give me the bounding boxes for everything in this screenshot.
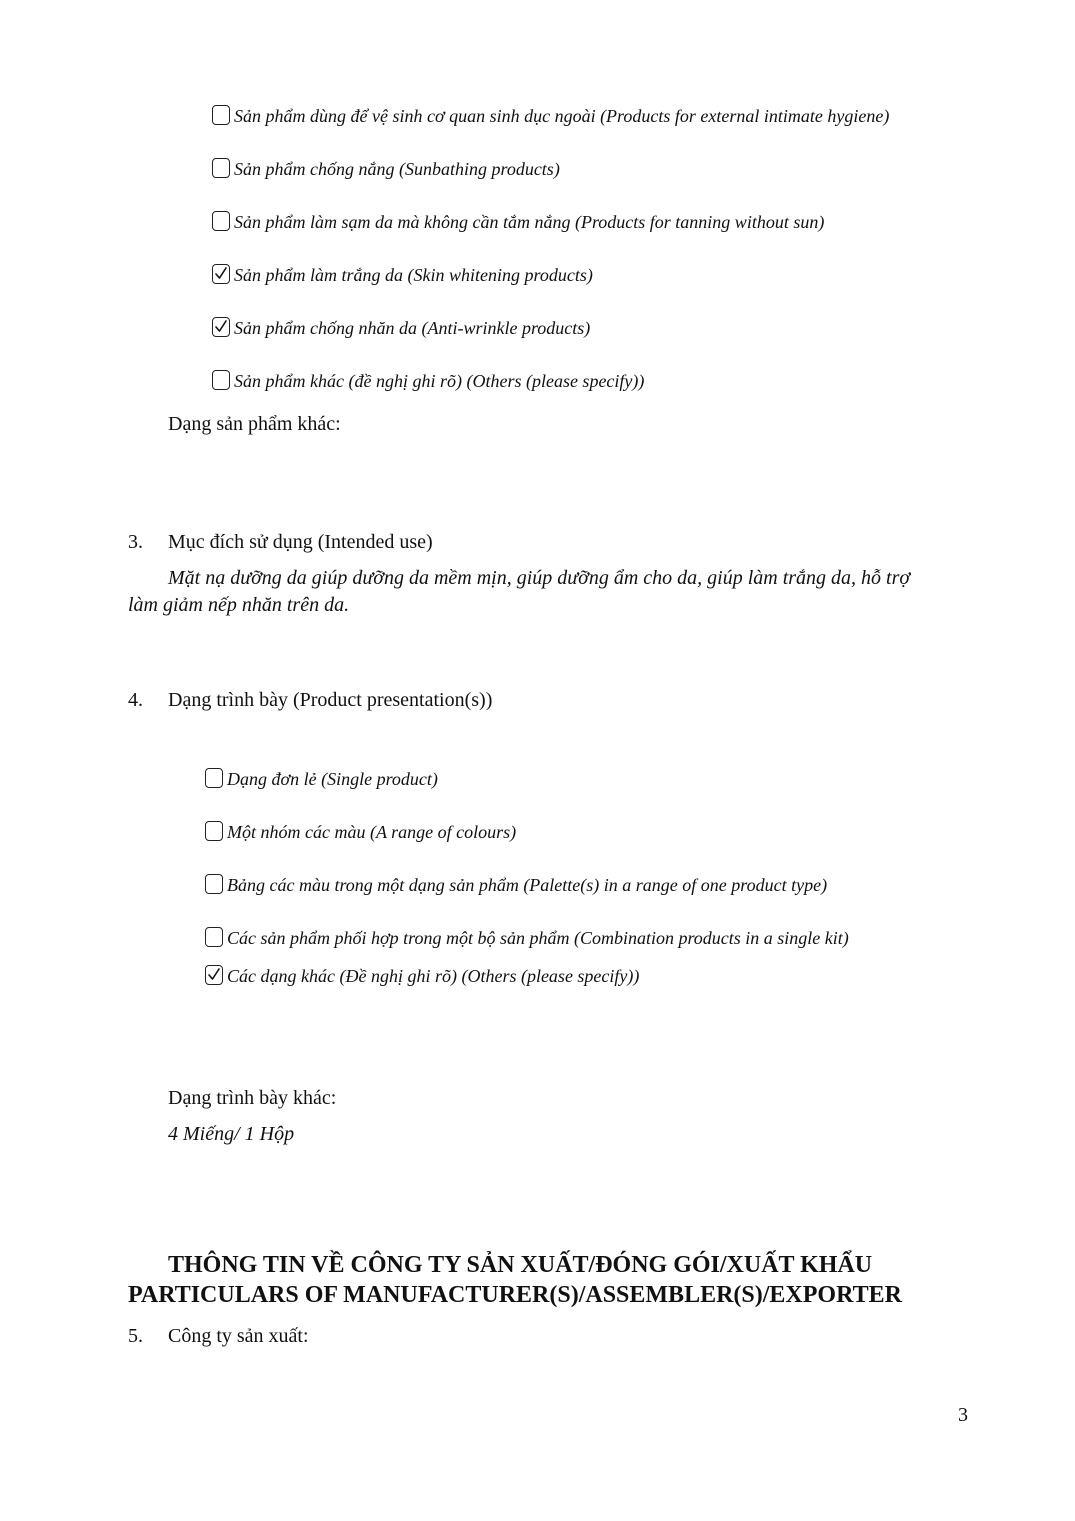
option-label: Sản phẩm làm sạm da mà không cần tắm nắng (Products for tanning without sun) xyxy=(234,212,825,232)
intended-use-text-line1: Mặt nạ dưỡng da giúp dưỡng da mềm mịn, giúp dưỡng ẩm cho da, giúp làm trắng da, hỗ trợ xyxy=(168,567,911,589)
presentation-option xyxy=(205,928,849,949)
particulars-heading-vi: THÔNG TIN VỀ CÔNG TY SẢN XUẤT/ĐÓNG GÓI/XUẤT KHẨU xyxy=(168,1252,873,1278)
section-5-number: 5. xyxy=(128,1325,143,1347)
option-label: Các sản phẩm phối hợp trong một bộ sản phẩm (Combination products in a single kit) xyxy=(227,928,849,948)
section-3-number: 3. xyxy=(128,531,143,553)
checkmark-icon xyxy=(214,266,228,281)
option-label: Một nhóm các màu (A range of colours) xyxy=(227,822,517,842)
section-4-title: Dạng trình bày (Product presentation(s)) xyxy=(168,689,493,711)
product-type-option xyxy=(212,318,590,339)
checkbox-combination-kit[interactable] xyxy=(205,927,223,947)
checkbox-anti-wrinkle[interactable] xyxy=(212,317,230,337)
presentation-option xyxy=(205,966,639,987)
checkbox-single-product[interactable] xyxy=(205,768,223,788)
product-type-option xyxy=(212,265,593,286)
checkbox-skin-whitening[interactable] xyxy=(212,264,230,284)
product-type-option xyxy=(212,371,644,392)
product-type-option xyxy=(212,159,560,180)
section-5-title: Công ty sản xuất: xyxy=(168,1325,309,1347)
other-product-form-label: Dạng sản phẩm khác: xyxy=(168,413,341,435)
option-label: Bảng các màu trong một dạng sản phẩm (Palette(s) in a range of one product type) xyxy=(227,875,828,895)
option-label: Các dạng khác (Đề nghị ghi rõ) (Others (please specify)) xyxy=(227,966,640,986)
particulars-heading-en: PARTICULARS OF MANUFACTURER(S)/ASSEMBLER(S)/EXPORTER xyxy=(128,1282,902,1308)
checkbox-sunbathing[interactable] xyxy=(212,158,230,178)
section-4-number: 4. xyxy=(128,689,143,711)
option-label: Sản phẩm khác (đề nghị ghi rõ) (Others (please specify)) xyxy=(234,371,645,391)
checkmark-icon xyxy=(207,967,221,982)
option-label: Dạng đơn lẻ (Single product) xyxy=(227,769,438,789)
checkbox-range-of-colours[interactable] xyxy=(205,821,223,841)
presentation-option xyxy=(205,875,827,896)
checkbox-others[interactable] xyxy=(212,370,230,390)
product-type-option xyxy=(212,212,824,233)
checkbox-palette[interactable] xyxy=(205,874,223,894)
presentation-option xyxy=(205,822,516,843)
other-presentation-value: 4 Miếng/ 1 Hộp xyxy=(168,1123,295,1145)
product-type-option xyxy=(212,106,889,127)
option-label: Sản phẩm làm trắng da (Skin whitening products) xyxy=(234,265,593,285)
page-number: 3 xyxy=(958,1404,968,1426)
option-label: Sản phẩm chống nắng (Sunbathing products) xyxy=(234,159,560,179)
checkbox-other-presentation[interactable] xyxy=(205,965,223,985)
checkmark-icon xyxy=(214,319,228,334)
option-label: Sản phẩm chống nhăn da (Anti-wrinkle products) xyxy=(234,318,591,338)
checkbox-external-hygiene[interactable] xyxy=(212,105,230,125)
option-label: Sản phẩm dùng để vệ sinh cơ quan sinh dục ngoài (Products for external intimate hygiene) xyxy=(234,106,890,126)
checkbox-tanning-without-sun[interactable] xyxy=(212,211,230,231)
presentation-option xyxy=(205,769,438,790)
other-presentation-label: Dạng trình bày khác: xyxy=(168,1087,337,1109)
section-3-title: Mục đích sử dụng (Intended use) xyxy=(168,531,433,553)
intended-use-text-line2: làm giảm nếp nhăn trên da. xyxy=(128,594,350,616)
